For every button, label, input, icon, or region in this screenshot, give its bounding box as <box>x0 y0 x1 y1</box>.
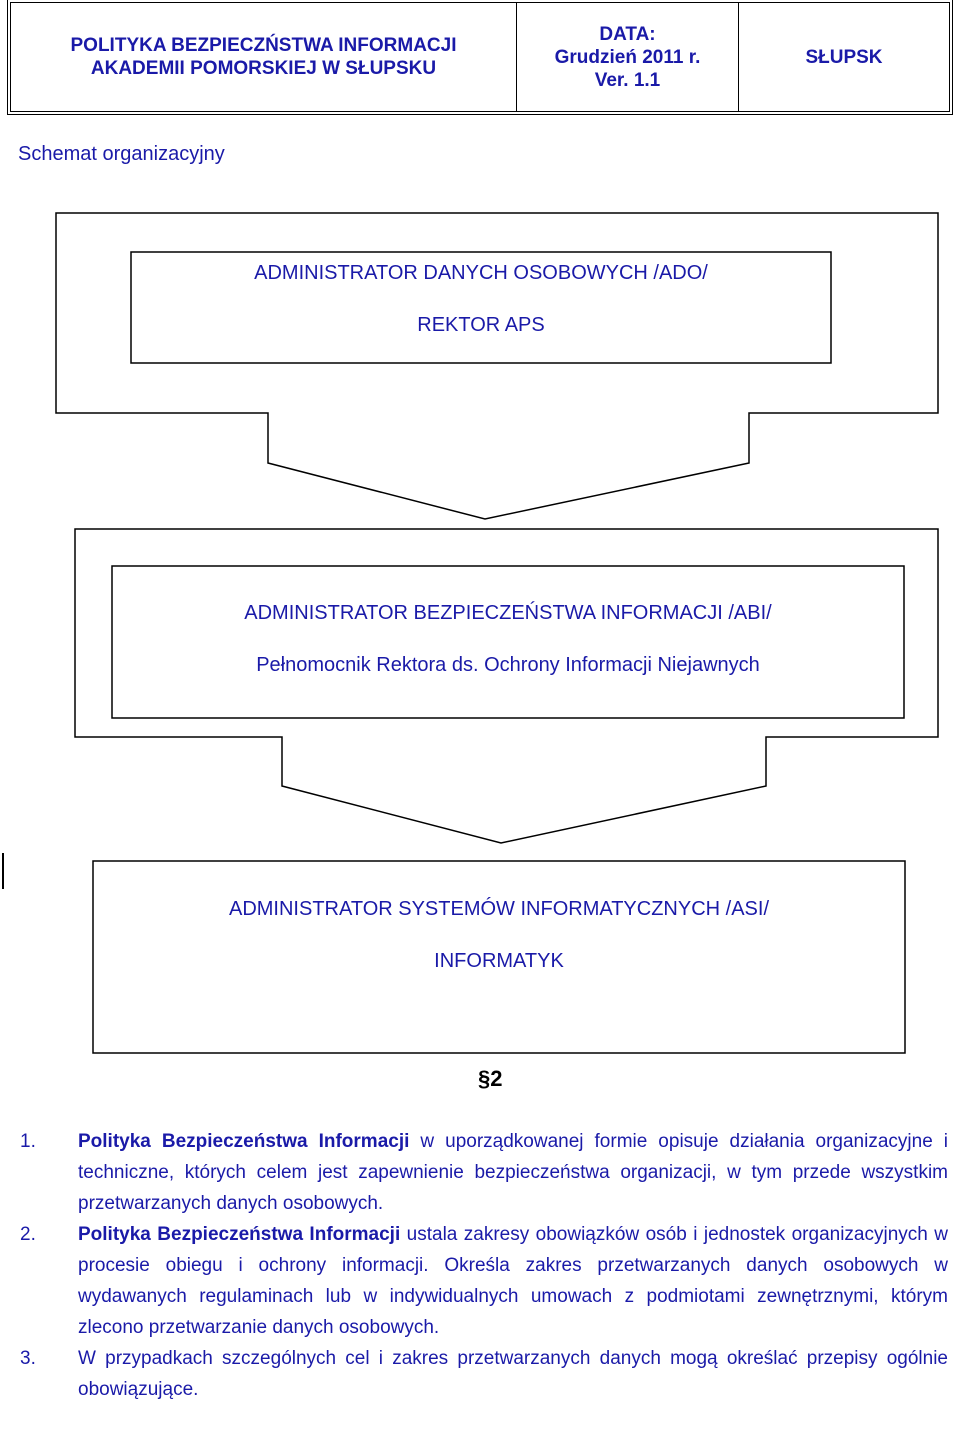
paragraph-symbol: § <box>478 1066 491 1091</box>
list-item-bold: Polityka Bezpieczeństwa Informacji <box>78 1224 401 1245</box>
header-date-value: Grudzień 2011 r. <box>554 46 701 68</box>
header-city-cell <box>738 3 949 111</box>
header-city: SŁUPSK <box>805 46 883 68</box>
header-date-cell <box>516 3 738 111</box>
list-item-text <box>78 1126 948 1219</box>
header-title-cell <box>11 3 516 111</box>
paragraph-value: 2 <box>490 1066 503 1091</box>
box-ado-line1: ADMINISTRATOR DANYCH OSOBOWYCH /ADO/ <box>254 262 708 284</box>
list-item <box>20 1126 948 1219</box>
org-chart-box-abi <box>112 566 904 718</box>
list-item-number: 2. <box>20 1224 36 1245</box>
list-item <box>20 1219 948 1343</box>
box-asi-line2: INFORMATYK <box>434 950 564 972</box>
list-item-body: ustala zakresy obowiązków osób i jednostek organizacyjnych w procesie obiegu i ochrony informacji. Określa zakres przetwarzanych danych osobowych w wydawanych regulaminach lub w indywidualnych umowach z podmiotami zewnętrznymi, którym zlecono przetwarzanie danych osobowych. <box>78 1224 948 1338</box>
header-date-label: DATA: <box>599 23 656 45</box>
list-item-body: W przypadkach szczególnych cel i zakres przetwarzanych danych mogą określać przepisy ogólnie obowiązujące. <box>78 1348 948 1400</box>
box-ado-line2: REKTOR APS <box>417 314 545 336</box>
list-item <box>20 1343 948 1405</box>
box-abi-line1: ADMINISTRATOR BEZPIECZEŃSTWA INFORMACJI /ABI/ <box>244 602 772 624</box>
box-asi-line1: ADMINISTRATOR SYSTEMÓW INFORMATYCZNYCH /ASI/ <box>228 898 770 920</box>
header-version: Ver. 1.1 <box>594 69 661 91</box>
header-table <box>10 2 950 112</box>
header-title-line2: AKADEMII POMORSKIEJ W SŁUPSKU <box>90 58 437 79</box>
list-item-number: 1. <box>20 1131 36 1152</box>
list-item-number: 3. <box>20 1348 36 1369</box>
list-item-body: w uporządkowanej formie opisuje działania organizacyjne i techniczne, których celem jest zapewnienie bezpieczeństwa organizacji, w tym przede wszystkim przetwarzanych danych osobowych. <box>78 1131 948 1214</box>
list-item-text <box>78 1343 948 1405</box>
section-title: Schemat organizacyjny <box>18 143 225 165</box>
list-item-text <box>78 1219 948 1343</box>
body-list <box>20 1126 948 1405</box>
org-chart-arrow-2 <box>75 529 938 843</box>
paragraph-number <box>478 1066 503 1092</box>
box-abi-line2: Pełnomocnik Rektora ds. Ochrony Informacji Niejawnych <box>256 654 760 676</box>
list-item-bold: Polityka Bezpieczeństwa Informacji <box>78 1131 410 1152</box>
header-title-line1: POLITYKA BEZPIECZŃSTWA INFORMACJI <box>70 35 457 56</box>
org-chart-arrow-1 <box>56 213 938 519</box>
